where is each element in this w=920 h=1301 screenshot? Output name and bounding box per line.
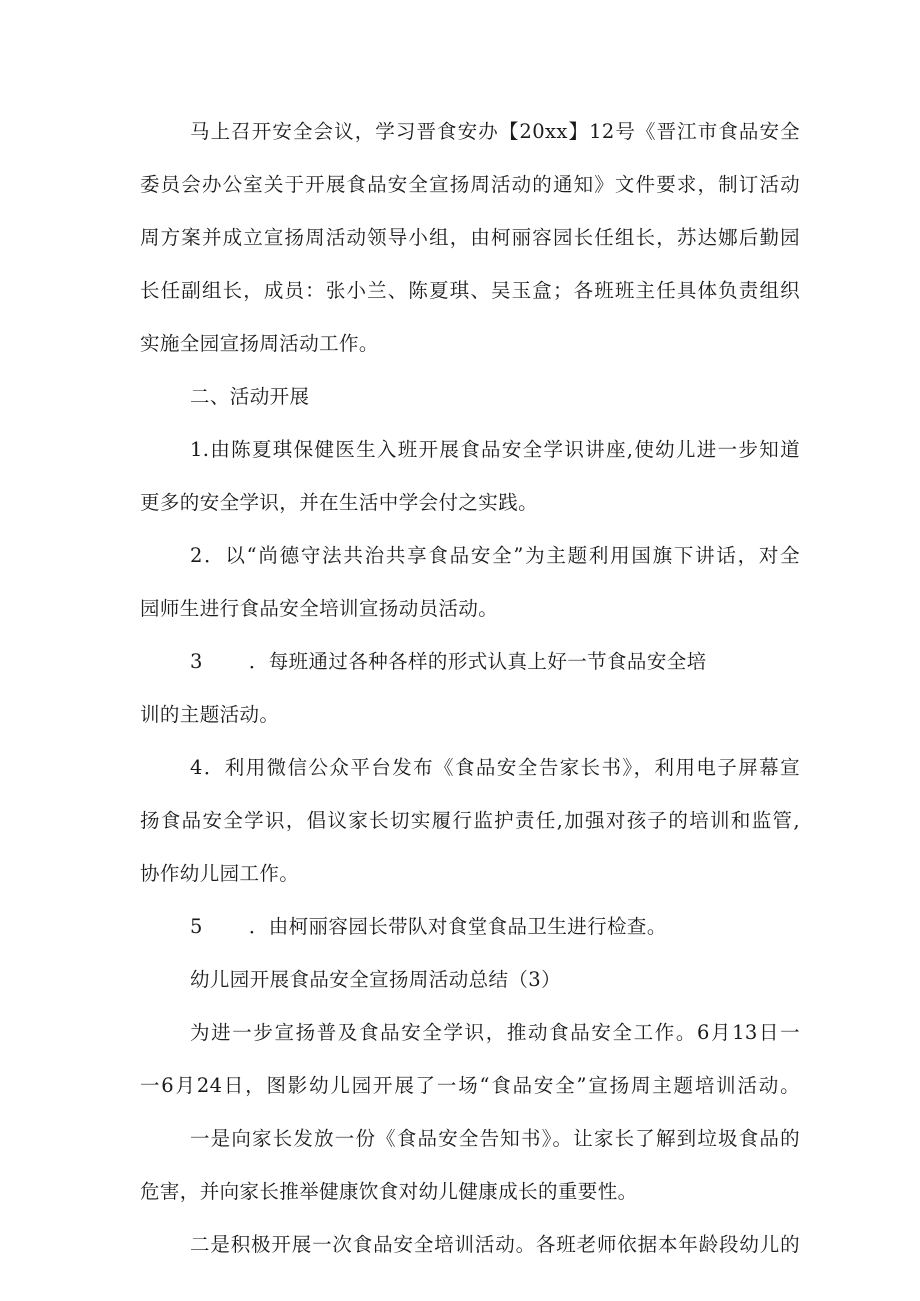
- item-4-line-2: 扬食品安全学识，倡议家长切实履行监护责任,加强对孩子的培训和监管,: [140, 809, 800, 832]
- paragraph-1-line-4: 长任副组长，成员：张小兰、陈夏琪、吴玉盒；各班班主任具体负责组织: [140, 279, 800, 302]
- paragraph-1-line-5: 实施全园宣扬周活动工作。: [140, 332, 379, 355]
- section-heading: 二、活动开展: [190, 385, 310, 408]
- paragraph-one-line-2: 危害，并向家长推举健康饮食对幼儿健康成长的重要性。: [140, 1180, 638, 1203]
- paragraph-1-line-1: 马上召开安全会议，学习晋食安办【20xx】12号《晋江市食品安全: [190, 120, 800, 143]
- item-3-number: 3: [190, 650, 203, 673]
- item-4-line-3: 协作幼儿园工作。: [140, 862, 300, 885]
- paragraph-1-line-3: 周方案并成立宣扬周活动领导小组，由柯丽容园长任组长，苏达娜后勤园: [140, 226, 800, 249]
- item-5-text: ．由柯丽容园长带队对食堂食品卫生进行检查。: [248, 915, 667, 938]
- item-4-line-1: 4．利用微信公众平台发布《食品安全告家长书》，利用电子屏幕宣: [190, 756, 800, 779]
- paragraph-1-line-2: 委员会办公室关于开展食品安全宣扬周活动的通知》文件要求，制订活动: [140, 173, 800, 196]
- item-3-line-2: 训的主题活动。: [140, 703, 280, 726]
- item-5-line: [190, 911, 800, 943]
- item-3-text: ．每班通过各种各样的形式认真上好一节食品安全培: [248, 650, 707, 673]
- item-2-line-2: 园师生进行食品安全培训宣扬动员活动。: [140, 597, 499, 620]
- paragraph-two-line-1: 二是积极开展一次食品安全培训活动。各班老师依据本年龄段幼儿的: [190, 1233, 800, 1256]
- item-3-line-1: [190, 646, 800, 678]
- item-2-line-1: 2．以“尚德守法共治共享食品安全”为主题利用国旗下讲话，对全: [190, 544, 800, 567]
- item-1-line-1: 1.由陈夏琪保健医生入班开展食品安全学识讲座,使幼儿进一步知道: [190, 438, 800, 461]
- item-1-line-2: 更多的安全学识，并在生活中学会付之实践。: [140, 491, 539, 514]
- intro-line-1: 为进一步宣扬普及食品安全学识，推动食品安全工作。6月13日一: [190, 1021, 800, 1044]
- intro-line-2: 一6月24日，图影幼儿园开展了一场“食品安全”宣扬周主题培训活动。: [140, 1074, 800, 1097]
- article-title: 幼儿园开展食品安全宣扬周活动总结（3）: [190, 968, 562, 991]
- paragraph-one-line-1: 一是向家长发放一份《食品安全告知书》。让家长了解到垃圾食品的: [190, 1127, 800, 1150]
- item-5-number: 5: [190, 915, 203, 938]
